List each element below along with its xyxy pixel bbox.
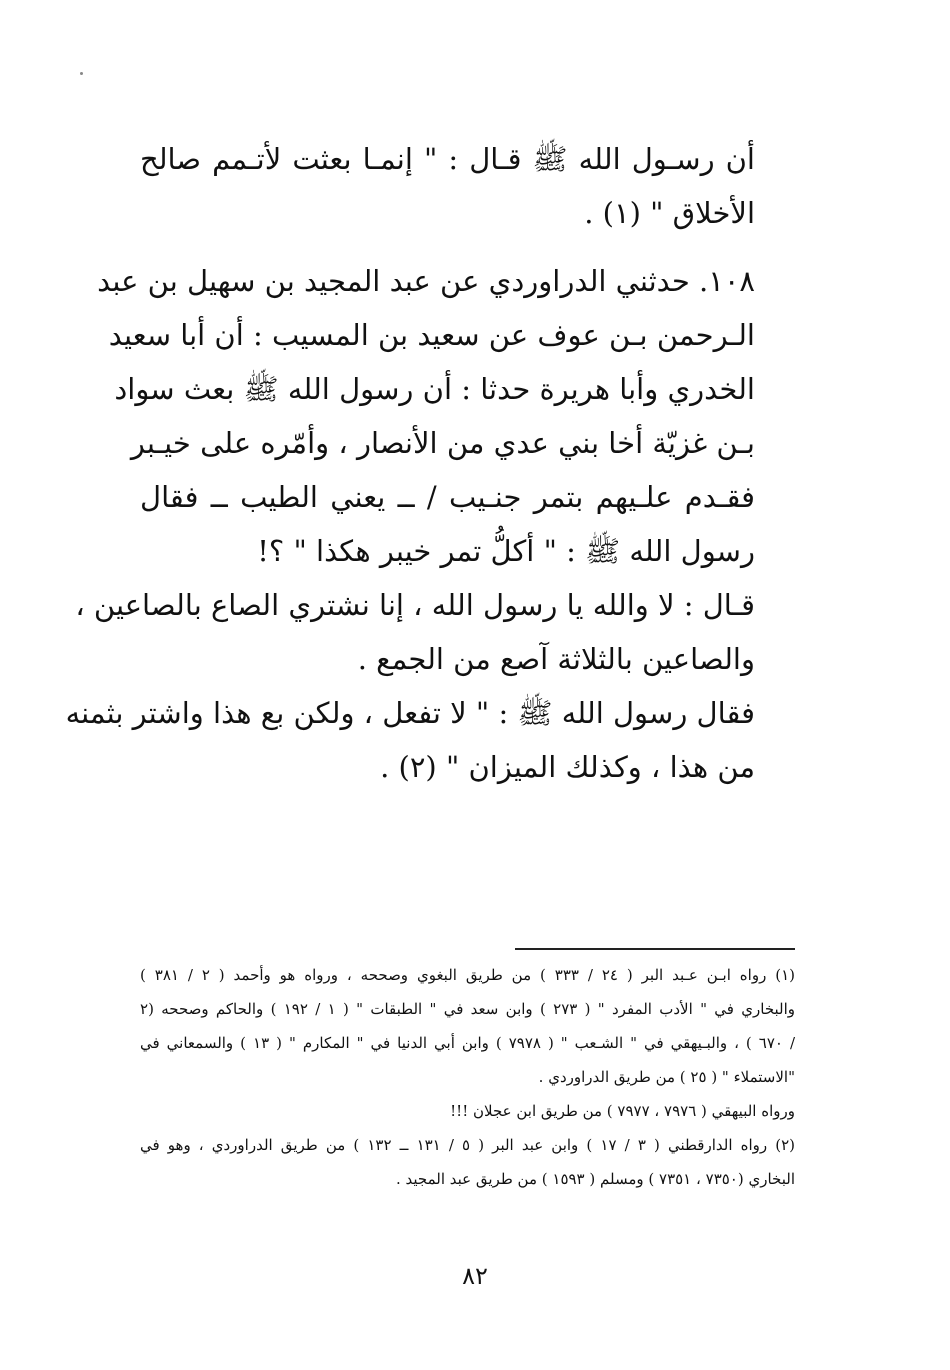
text-line: فقـدم علـيهم بتمر جنـيب / ــ يعني الطيب ــ فقال [140, 480, 755, 514]
text-line: من هذا ، وكذلك الميزان " (٢) . [380, 750, 755, 784]
footnotes [140, 958, 795, 1196]
footnote-line: / ٦٧٠ ) ، والبـيهقي في " الشـعب " ( ٧٩٧٨ ) وابن أبي الدنيا في " المكارم " ( ١٣ ) والسمعاني في [140, 1034, 795, 1052]
text-line: فقال رسول الله ﷺ : " لا تفعل ، ولكن بع هذا واشتر بثمنه [65, 696, 755, 730]
text-line: الـرحمن بـن عوف عن سعيد بن المسيب : أن أبا سعيد [108, 318, 755, 352]
text-line: رسول الله ﷺ : " أكلُّ تمر خيبر هكذا " ؟! [257, 534, 755, 568]
text-line: والصاعين بالثلاثة آصع من الجمع . [357, 642, 755, 676]
text-line: بـن غزيّة أخا بني عدي من الأنصار ، وأمّره على خيـبر [130, 426, 755, 460]
text-line: الأخلاق " (١) . [584, 196, 755, 230]
text-line: ١٠٨. حدثني الدراوردي عن عبد المجيد بن سهيل بن عبد [97, 264, 755, 298]
footnote-line: والبخاري في " الأدب المفرد " ( ٢٧٣ ) وابن سعد في " الطبقات " ( ١ / ١٩٢ ) والحاكم وصححه (٢ [140, 1000, 796, 1018]
footnote-line: (١) رواه ابـن عـبد البر ( ٢٤ / ٣٣٣ ) من طريق البغوي وصححه ، ورواه هو وأحمد ( ٢ / ٣٨١ ) [140, 966, 795, 984]
footnote-line: "الاستملاء " ( ٢٥ ) من طريق الدراوردي . [538, 1068, 795, 1086]
footnote-divider [515, 948, 795, 950]
text-line: أن رسـول الله ﷺ قـال : " إنمـا بعثت لأتـمم صالح [140, 142, 755, 176]
main-text [65, 132, 755, 794]
text-line: الخدري وأبا هريرة حدثا : أن رسول الله ﷺ بعث سواد [114, 372, 755, 406]
footnote-line: (٢) رواه الدارقطني ( ٣ / ١٧ ) وابن عبد البر ( ٥ / ١٣١ ــ ١٣٢ ) من طريق الدراوردي ، وهو في [140, 1136, 796, 1154]
text-line: قـال : لا والله يا رسول الله ، إنا نشتري الصاع بالصاعين ، [75, 588, 755, 622]
scan-speck [80, 72, 83, 75]
page-number: ٨٢ [462, 1262, 488, 1290]
footnote-line: البخاري (٧٣٥٠ ، ٧٣٥١ ) ومسلم ( ١٥٩٣ ) من طريق عبد المجيد . [395, 1170, 795, 1188]
footnote-line: ورواه البيهقي ( ٧٩٧٦ ، ٧٩٧٧ ) من طريق ابن عجلان !!! [450, 1102, 795, 1120]
